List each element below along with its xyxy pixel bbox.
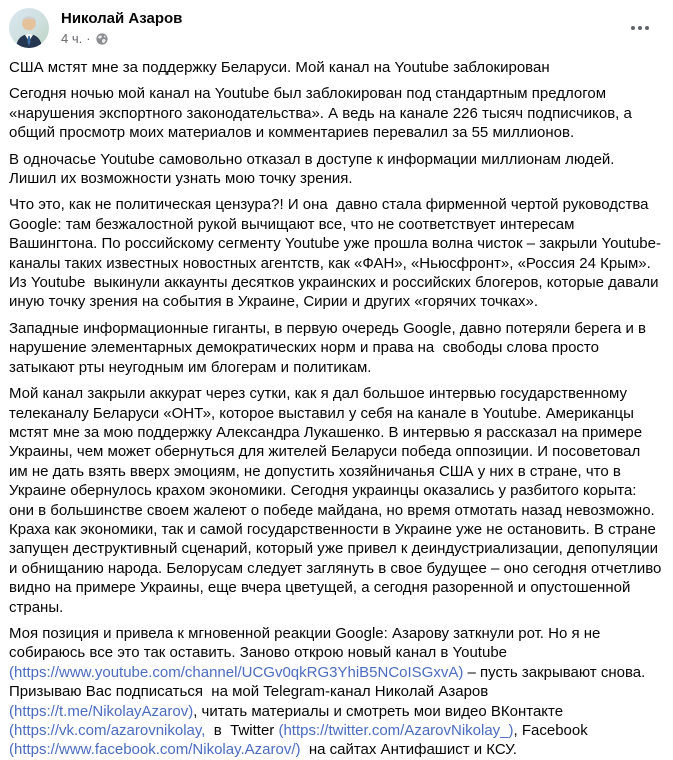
avatar[interactable] [9, 8, 49, 48]
ellipsis-icon [645, 26, 649, 30]
inline-link[interactable]: (https://twitter.com/AzarovNikolay_) [278, 722, 514, 739]
author-name[interactable]: Николай Азаров [61, 10, 183, 27]
profile-photo [9, 8, 49, 48]
paragraph-text: в Twitter [205, 722, 279, 739]
post-paragraph [9, 319, 663, 377]
post-paragraph [9, 624, 663, 760]
post-paragraph [9, 150, 663, 189]
paragraph-text: Что это, как не политическая цензура?! И она давно стала фирменной чертой руководства Google: там безжалостной рукой вычищают все, что не соответствует интересам Вашингтона. По российскому сегменту Youtube уже прошла волна чисток – закрыли Youtube-каналы таких известных новостных агентств, как «ФАН», «Ньюсфронт», «Россия 24 Крым». Из Youtube выкинули аккаунты десятков украинских и российских блогеров, которые давали иную точку зрения на события в Украине, Сирии и других «горячих точках». [9, 196, 663, 311]
paragraph-text: , читать материалы и смотреть мои видео ВКонтакте [193, 702, 568, 720]
inline-link[interactable]: (https://www.youtube.com/channel/UCGv0qkRG3YhiB5NCoISGxvA) [9, 663, 464, 681]
post-body [9, 58, 666, 760]
post-paragraph [9, 84, 663, 142]
post-paragraphs [9, 84, 666, 759]
paragraph-text: Западные информационные гиганты, в первую очередь Google, давно потеряли берега и в нарушение элементарных демократических норм и права на свободы слова просто затыкают рты неугодным им блогерам и политикам. [9, 319, 651, 376]
inline-link[interactable]: (https://vk.com/azarovnikolay, [9, 722, 206, 739]
paragraph-text: – пусть закрывают снова. Призываю Вас подписаться на мой Telegram-канал Николай Азаров [9, 663, 650, 701]
paragraph-text: В одночасье Youtube самовольно отказал в доступе к информации миллионам людей. Лишил их возможности узнать мою точку зрения. [9, 150, 619, 188]
paragraph-text: , Facebook [513, 722, 592, 739]
paragraph-text: Мой канал закрыли аккурат через сутки, как я дал большое интервью государственному телеканалу Беларуси «ОНТ», которое выставил у себя на канале в Youtube. Американцы мстят мне за мою поддержку Александра Лукашенко. В интервью я рассказал на примере Украины, чем может обернуться для жителей Беларуси победа оппозиции. И посоветовал им не дать взять вверх эмоциям, не допустить хозяйничанья США у них в стране, что в Украине обернулось крахом экономики. Сегодня украинцы оказались у разбитого корыта: они в большинстве своем жалеют о победе майдана, но время отмотать назад невозможно. Краха как экономики, так и самой государственности в Украине уже не остановить. В стране запущен деструктивный сценарий, который уже привел к деиндустриализации, депопуляции и обнищанию народа. Белорусам следует заглянуть в свое будущее – оно сегодня отчетливо видно на примере Украины, еще вчера цветущей, а сегодня разоренной и опустошенной страны. [9, 385, 666, 616]
header-text [61, 9, 182, 47]
ellipsis-icon [631, 26, 635, 30]
paragraph-text: на сайтах Антифашист и КСУ. [300, 741, 517, 759]
post-paragraph [9, 384, 666, 617]
more-options-button[interactable] [625, 20, 655, 36]
globe-icon [96, 33, 108, 45]
post-meta [61, 31, 182, 47]
inline-link[interactable]: (https://t.me/NikolayAzarov) [9, 702, 194, 720]
post-paragraph [9, 195, 663, 311]
post-title: США мстят мне за поддержку Беларуси. Мой канал на Youtube заблокирован [9, 59, 550, 76]
timestamp[interactable]: 4 ч. [61, 31, 83, 46]
inline-link[interactable]: (https://www.facebook.com/Nikolay.Azarov/) [9, 741, 301, 759]
paragraph-text: Моя позиция и привела к мгновенной реакции Google: Азарову заткнули рот. Но я не собираюсь все это так оставить. Заново открою новый канал в Youtube [9, 624, 605, 662]
ellipsis-icon [638, 26, 642, 30]
meta-separator: · [86, 31, 91, 46]
paragraph-text: Сегодня ночью мой канал на Youtube был заблокирован под стандартным предлогом «нарушения экспортного законодательства». А ведь на канале 226 тысяч подписчиков, а общий просмотр моих материалов и комментариев перевалил за 55 миллионов. [9, 85, 637, 142]
post-header [9, 8, 663, 48]
